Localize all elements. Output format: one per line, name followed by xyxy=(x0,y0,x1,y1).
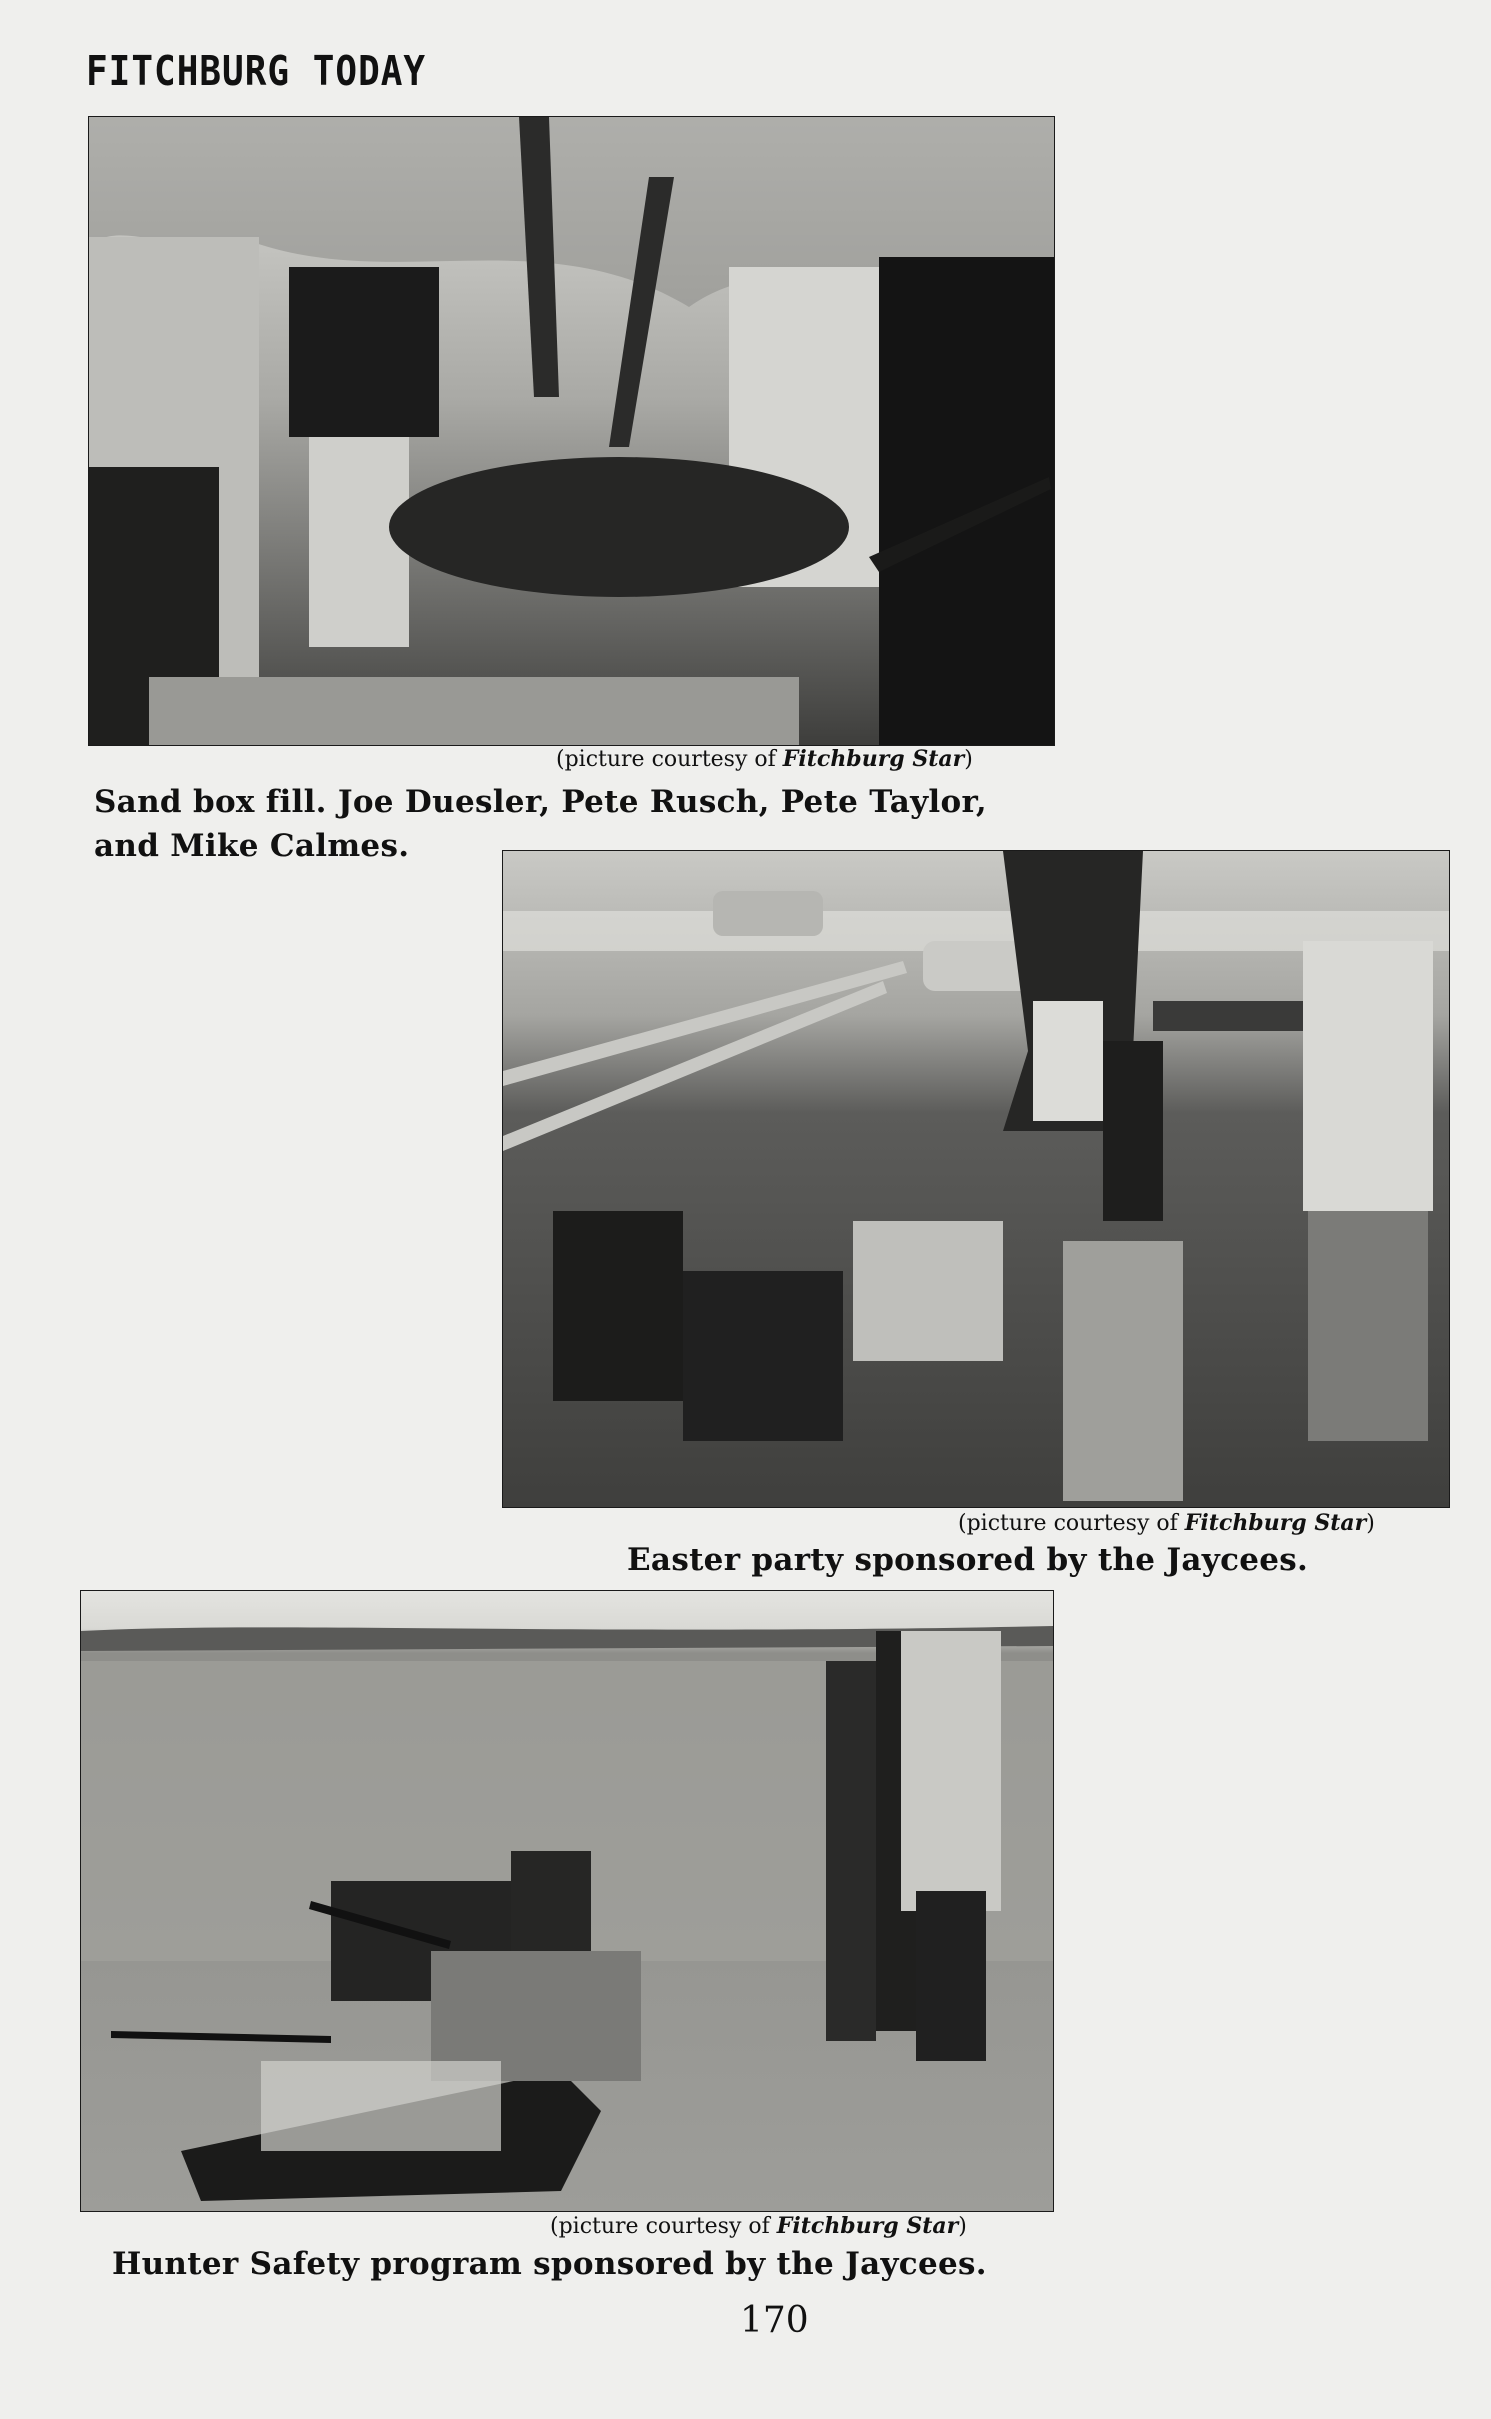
photo-credit-2 xyxy=(958,1510,1375,1536)
caption-easter-party: Easter party sponsored by the Jaycees. xyxy=(627,1542,1309,1578)
caption-line-2: and Mike Calmes. xyxy=(94,828,410,864)
photo-easter-party xyxy=(502,850,1450,1508)
photo-sandbox-fill xyxy=(88,116,1055,746)
running-header: FITCHBURG TODAY xyxy=(86,48,427,96)
credit-source: Fitchburg Star xyxy=(776,2213,959,2239)
credit-suffix: ) xyxy=(964,747,973,772)
caption-line-1: Sand box fill. Joe Duesler, Pete Rusch, Pete Taylor, xyxy=(94,784,987,820)
credit-source: Fitchburg Star xyxy=(782,746,965,772)
caption-hunter-safety: Hunter Safety program sponsored by the Jaycees. xyxy=(112,2246,987,2282)
page-number: 170 xyxy=(740,2300,809,2341)
photo-credit-3 xyxy=(550,2213,967,2239)
credit-suffix: ) xyxy=(1366,1511,1375,1536)
credit-prefix: (picture courtesy of xyxy=(550,2214,777,2239)
credit-prefix: (picture courtesy of xyxy=(556,747,783,772)
photo-credit-1 xyxy=(556,746,973,772)
credit-prefix: (picture courtesy of xyxy=(958,1511,1185,1536)
credit-suffix: ) xyxy=(958,2214,967,2239)
credit-source: Fitchburg Star xyxy=(1184,1510,1367,1536)
photo-hunter-safety xyxy=(80,1590,1054,2212)
